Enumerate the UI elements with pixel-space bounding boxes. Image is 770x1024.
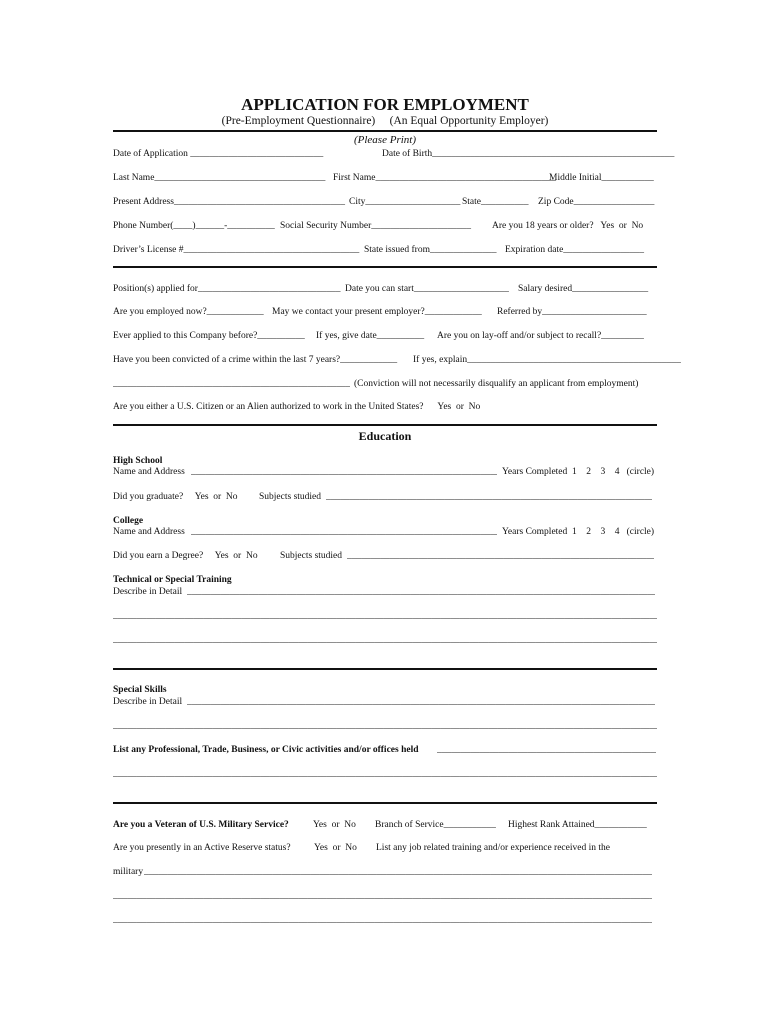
activities-line[interactable] <box>437 744 656 756</box>
military-line-2[interactable] <box>113 890 652 902</box>
college-subjects-label: Subjects studied <box>280 551 343 561</box>
state-issued-field[interactable]: State issued from______________ <box>364 245 497 255</box>
applied-date-field[interactable]: If yes, give date__________ <box>316 331 425 341</box>
college-degree-question[interactable]: Did you earn a Degree? Yes or No <box>113 551 258 561</box>
employed-now-field[interactable]: Are you employed now?____________ <box>113 307 264 317</box>
military-line-1[interactable] <box>144 866 652 878</box>
hs-name-address-line[interactable] <box>191 466 497 478</box>
city-field[interactable]: City____________________ <box>349 197 461 207</box>
college-years-completed[interactable]: Years Completed 1 2 3 4 (circle) <box>502 527 655 537</box>
convicted-field[interactable]: Have you been convicted of a crime within the last 7 years?____________ <box>113 355 398 365</box>
conviction-note: (Conviction will not necessarily disqualify an applicant from employment) <box>354 379 639 389</box>
technical-describe-line[interactable] <box>187 586 655 598</box>
college-label: College <box>113 516 144 526</box>
page-title: APPLICATION FOR EMPLOYMENT <box>241 95 529 114</box>
college-name-address-line[interactable] <box>191 526 497 538</box>
social-security-field[interactable]: Social Security Number_____________________ <box>280 221 472 231</box>
reserve-question: Are you presently in an Active Reserve status? <box>113 843 291 853</box>
highest-rank-field[interactable]: Highest Rank Attained___________ <box>508 820 647 830</box>
activities-line-2[interactable] <box>113 768 657 780</box>
high-school-label: High School <box>113 456 163 466</box>
zip-code-field[interactable]: Zip Code_________________ <box>538 197 655 207</box>
veteran-question: Are you a Veteran of U.S. Military Service? <box>113 820 289 830</box>
conviction-explain-field[interactable]: If yes, explain_____________________________________________ <box>413 355 681 365</box>
activities-label: List any Professional, Trade, Business, or Civic activities and/or offices held <box>113 745 419 755</box>
special-skills-label: Special Skills <box>113 685 167 695</box>
divider-employment <box>113 424 657 426</box>
technical-line-3[interactable] <box>113 634 657 646</box>
hs-graduate-question[interactable]: Did you graduate? Yes or No <box>113 492 238 502</box>
middle-initial-field[interactable]: Middle Initial___________ <box>549 173 654 183</box>
present-address-field[interactable]: Present Address____________________________________ <box>113 197 345 207</box>
drivers-license-field[interactable]: Driver’s License #_____________________________________ <box>113 245 360 255</box>
veteran-yes-no[interactable]: Yes or No <box>313 820 356 830</box>
conviction-explain-line[interactable] <box>113 378 350 390</box>
please-print-note: (Please Print) <box>353 134 416 146</box>
last-name-field[interactable]: Last Name____________________________________ <box>113 173 326 183</box>
skills-describe-label: Describe in Detail <box>113 697 183 707</box>
page-subtitle: (Pre-Employment Questionnaire) (An Equal Opportunity Employer) <box>221 115 549 127</box>
referred-by-field[interactable]: Referred by______________________ <box>497 307 647 317</box>
technical-describe-label: Describe in Detail <box>113 587 183 597</box>
contact-employer-field[interactable]: May we contact your present employer?____________ <box>272 307 482 317</box>
date-of-application-field[interactable]: Date of Application ____________________________ <box>113 149 324 159</box>
divider-top <box>113 130 657 132</box>
branch-of-service-field[interactable]: Branch of Service___________ <box>375 820 496 830</box>
skills-describe-line[interactable] <box>187 696 655 708</box>
college-subjects-line[interactable] <box>347 550 654 562</box>
reserve-yes-no[interactable]: Yes or No <box>314 843 357 853</box>
divider-education <box>113 668 657 670</box>
divider-skills <box>113 802 657 804</box>
phone-number-field[interactable]: Phone Number(____)______-__________ <box>113 221 275 231</box>
technical-line-2[interactable] <box>113 610 657 622</box>
citizen-question[interactable]: Are you either a U.S. Citizen or an Alien authorized to work in the United States? Yes or No <box>113 402 481 412</box>
education-heading: Education <box>358 429 412 443</box>
expiration-date-field[interactable]: Expiration date_________________ <box>505 245 645 255</box>
divider-personal <box>113 266 657 268</box>
skills-line-2[interactable] <box>113 720 657 732</box>
military-line-3[interactable] <box>113 914 652 926</box>
age-question[interactable]: Are you 18 years or older? Yes or No <box>492 221 644 231</box>
start-date-field[interactable]: Date you can start____________________ <box>345 284 509 294</box>
hs-years-completed[interactable]: Years Completed 1 2 3 4 (circle) <box>502 467 655 477</box>
hs-subjects-line[interactable] <box>326 491 652 503</box>
military-label: military <box>113 867 144 877</box>
date-of-birth-field[interactable]: Date of Birth___________________________________________________ <box>382 149 675 159</box>
layoff-recall-field[interactable]: Are you on lay-off and/or subject to recall?_________ <box>437 331 644 341</box>
college-name-address-label: Name and Address <box>113 527 185 537</box>
salary-desired-field[interactable]: Salary desired________________ <box>518 284 649 294</box>
positions-applied-field[interactable]: Position(s) applied for______________________________ <box>113 284 341 294</box>
technical-training-label: Technical or Special Training <box>113 575 232 585</box>
hs-subjects-label: Subjects studied <box>259 492 322 502</box>
applied-before-field[interactable]: Ever applied to this Company before?__________ <box>113 331 305 341</box>
military-training-label: List any job related training and/or experience received in the <box>376 843 610 853</box>
state-field[interactable]: State__________ <box>462 197 529 207</box>
hs-name-address-label: Name and Address <box>113 467 185 477</box>
first-name-field[interactable]: First Name______________________________________ <box>333 173 556 183</box>
